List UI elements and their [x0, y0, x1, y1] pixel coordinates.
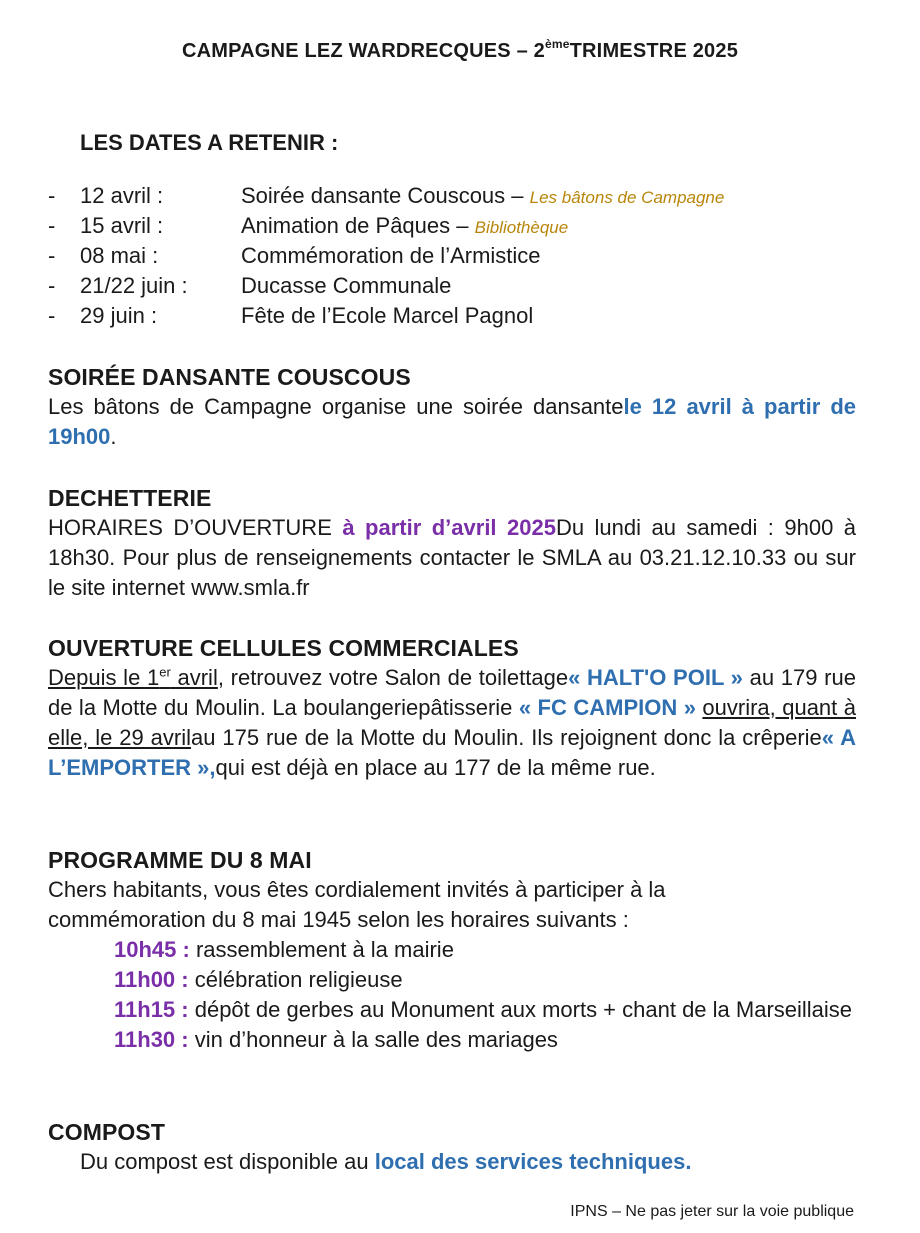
dates-heading: LES DATES A RETENIR :	[80, 130, 339, 155]
dechetterie-section	[48, 483, 856, 603]
dates-list	[48, 181, 868, 331]
list-item: 11h15 : dépôt de gerbes au Monument aux morts + chant de la Marseillaise	[114, 997, 853, 1022]
couscous-date: le 12 avril à partir de 19h00	[48, 394, 857, 449]
commerces-text: Depuis le 1er avril, retrouvez votre Salon de toilettage« HALT'O POIL » au 179 rue de la Motte du Moulin. La boulangeriepâtisserie « FC CAMPION » ouvrira, quant à elle, le 29 avrilau 175 rue de la Motte du Moulin. Ils rejoignent donc la crêperie« A L’EMPORTER »,qui est déjà en place au 177 de la même rue.	[48, 664, 857, 780]
programme-time: 11h15 :	[114, 997, 189, 1022]
event-note: Les bâtons de Campagne	[529, 188, 725, 207]
list-item: 10h45 : rassemblement à la mairie	[114, 937, 454, 962]
shop-name: « FC CAMPION »	[518, 695, 696, 720]
compost-heading: COMPOST	[48, 1119, 165, 1145]
compost-section	[48, 1117, 856, 1177]
date-label: 08 mai :	[80, 243, 159, 268]
dechetterie-text: HORAIRES D’OUVERTURE à partir d’avril 2025Du lundi au samedi : 9h00 à 18h30. Pour plus de renseignements contacter le SMLA au 03.21.12.10.33 ou sur le site internet www.smla.fr	[48, 515, 856, 600]
couscous-heading: SOIRÉE DANSANTE COUSCOUS	[48, 364, 411, 390]
programme-intro: Chers habitants, vous êtes cordialement invités à participer à la commémoration du 8 mai 1945 selon les horaires suivants :	[48, 877, 666, 932]
title-prefix: CAMPAGNE LEZ WARDRECQUES – 2	[181, 40, 545, 62]
footer-note: IPNS – Ne pas jeter sur la voie publique	[570, 1203, 854, 1220]
list-item: 11h30 : vin d’honneur à la salle des mariages	[114, 1027, 558, 1052]
title-suffix: TRIMESTRE 2025	[569, 40, 739, 62]
list-item: - 12 avril : Soirée dansante Couscous – Les bâtons de Campagne	[48, 181, 868, 211]
programme-list	[114, 935, 856, 1055]
list-item: 11h00 : célébration religieuse	[114, 967, 403, 992]
couscous-section	[48, 362, 856, 452]
event-label: Ducasse Communale	[241, 273, 452, 298]
list-item: - 29 juin : Fête de l’Ecole Marcel Pagnol	[48, 301, 868, 331]
dechetterie-heading: DECHETTERIE	[48, 485, 212, 511]
page-title	[0, 37, 920, 63]
compost-text: Du compost est disponible au local des services techniques.	[80, 1149, 692, 1174]
dechetterie-date: à partir d’avril 2025	[342, 515, 556, 540]
programme-time: 10h45 :	[114, 937, 190, 962]
programme-time: 11h30 :	[114, 1027, 189, 1052]
event-note: Bibliothèque	[474, 218, 569, 237]
programme-time: 11h00 :	[114, 967, 189, 992]
commerces-section	[48, 633, 856, 783]
event-label: Animation de Pâques –	[241, 213, 475, 238]
programme-section	[48, 845, 856, 1055]
list-item: - 21/22 juin : Ducasse Communale	[48, 271, 868, 301]
shop-name: « A L’EMPORTER »,	[48, 725, 857, 780]
date-label: 15 avril :	[80, 213, 164, 238]
date-label: 12 avril :	[80, 183, 164, 208]
compost-location: local des services techniques.	[374, 1149, 692, 1174]
event-label: Fête de l’Ecole Marcel Pagnol	[241, 303, 534, 328]
list-item: - 08 mai : Commémoration de l’Armistice	[48, 241, 868, 271]
date-label: 29 juin :	[80, 303, 158, 328]
event-label: Soirée dansante Couscous –	[241, 183, 530, 208]
couscous-text: Les bâtons de Campagne organise une soirée dansantele 12 avril à partir de 19h00.	[48, 394, 857, 449]
date-label: 21/22 juin :	[80, 273, 188, 298]
list-item: - 15 avril : Animation de Pâques – Bibliothèque	[48, 211, 868, 241]
programme-heading: PROGRAMME DU 8 MAI	[48, 847, 312, 873]
shop-name: « HALT'O POIL »	[568, 665, 743, 690]
title-sup: ème	[545, 37, 570, 51]
commerces-heading: OUVERTURE CELLULES COMMERCIALES	[48, 635, 519, 661]
event-label: Commémoration de l’Armistice	[241, 243, 541, 268]
